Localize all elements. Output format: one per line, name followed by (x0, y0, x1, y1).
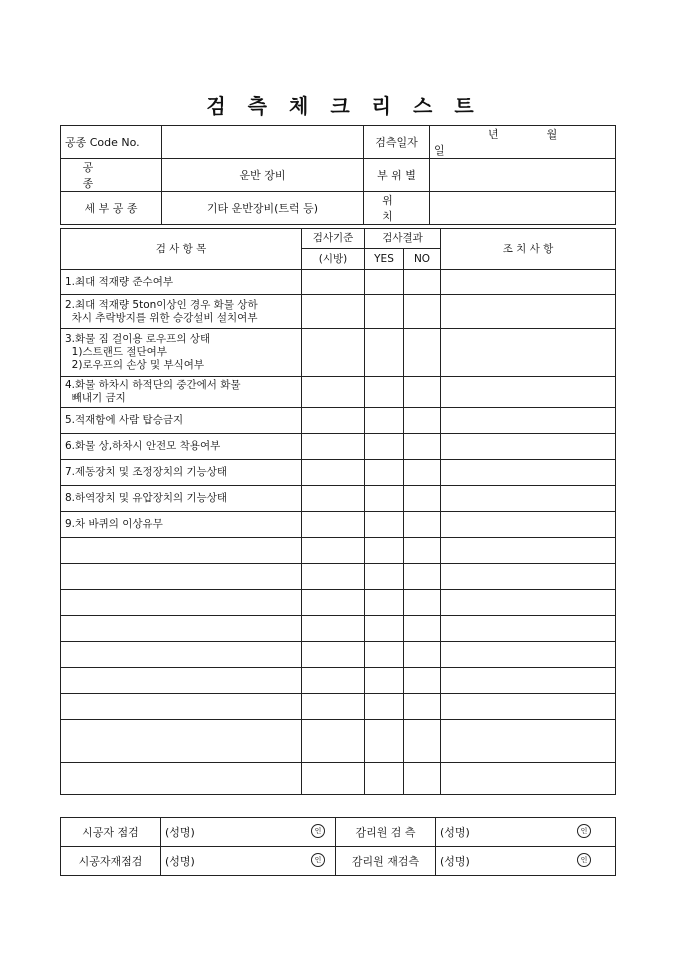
action-cell[interactable] (441, 434, 616, 460)
table-row (61, 408, 616, 434)
action-cell[interactable] (441, 460, 616, 486)
detail-label: 세 부 공 종 (61, 192, 162, 225)
standard-cell[interactable] (302, 486, 365, 512)
name-label: (성명) (440, 855, 470, 868)
table-row (61, 377, 616, 408)
inspection-item (61, 329, 302, 377)
name-label: (성명) (165, 826, 195, 839)
header-table (60, 125, 616, 225)
no-cell[interactable] (404, 694, 441, 720)
seal-icon: 인 (577, 853, 591, 867)
item-line: 8.하역장치 및 유압장치의 기능상태 (65, 492, 228, 504)
action-cell[interactable] (441, 720, 616, 763)
supervisor-inspect-label: 감리원 검 측 (336, 818, 436, 847)
action-cell[interactable] (441, 564, 616, 590)
yes-cell[interactable] (365, 377, 404, 408)
table-row (61, 460, 616, 486)
item-line: 차시 추락방지를 위한 승강설비 설치여부 (65, 311, 258, 324)
inspection-item (61, 460, 302, 486)
action-cell[interactable] (441, 616, 616, 642)
month-label: 월 (546, 128, 558, 141)
standard-cell[interactable] (302, 408, 365, 434)
inspection-item (61, 434, 302, 460)
no-cell[interactable] (404, 512, 441, 538)
action-cell[interactable] (441, 329, 616, 377)
title-char: 트 (454, 94, 474, 118)
no-cell[interactable] (404, 434, 441, 460)
inspection-item (61, 616, 302, 642)
yes-cell[interactable] (365, 720, 404, 763)
yes-cell[interactable] (365, 329, 404, 377)
table-row (61, 329, 616, 377)
standard-cell[interactable] (302, 512, 365, 538)
inspection-item (61, 720, 302, 763)
supervisor-reinspect-label: 감리원 재검측 (336, 847, 436, 876)
standard-cell[interactable] (302, 642, 365, 668)
item-line: 6.화물 상,하차시 안전모 착용여부 (65, 440, 221, 452)
standard-cell[interactable] (302, 295, 365, 329)
standard-cell[interactable] (302, 434, 365, 460)
inspection-item (61, 295, 302, 329)
col-no-header: NO (404, 249, 441, 270)
date-label: 검측일자 (364, 126, 430, 159)
yes-cell[interactable] (365, 295, 404, 329)
action-cell[interactable] (441, 408, 616, 434)
title-char: 스 (412, 94, 433, 118)
standard-cell[interactable] (302, 564, 365, 590)
yes-cell[interactable] (365, 616, 404, 642)
table-row (61, 538, 616, 564)
no-cell[interactable] (404, 270, 441, 295)
no-cell[interactable] (404, 486, 441, 512)
day-label: 일 (434, 144, 445, 157)
year-label: 년 (488, 128, 499, 141)
no-cell[interactable] (404, 642, 441, 668)
work-type-value[interactable]: 운반 장비 (162, 159, 364, 192)
item-line: 3.화물 짐 걸이용 로우프의 상태 (65, 333, 211, 345)
no-cell[interactable] (404, 460, 441, 486)
inspection-item (61, 642, 302, 668)
inspection-item (61, 590, 302, 616)
contractor-recheck-label: 시공자재점검 (61, 847, 161, 876)
table-row (61, 763, 616, 795)
no-cell[interactable] (404, 295, 441, 329)
yes-cell[interactable] (365, 434, 404, 460)
inspection-item (61, 538, 302, 564)
title-char: 체 (289, 94, 309, 118)
inspection-table (60, 228, 616, 795)
yes-cell[interactable] (365, 590, 404, 616)
yes-cell[interactable] (365, 512, 404, 538)
action-cell[interactable] (441, 538, 616, 564)
table-row (61, 590, 616, 616)
table-row (61, 564, 616, 590)
table-row (61, 270, 616, 295)
col-item-header: 검 사 항 목 (61, 229, 302, 270)
action-cell[interactable] (441, 512, 616, 538)
no-cell[interactable] (404, 377, 441, 408)
name-label: (성명) (165, 855, 195, 868)
inspection-item (61, 377, 302, 408)
yes-cell[interactable] (365, 408, 404, 434)
page-title (0, 90, 680, 119)
date-field[interactable] (430, 126, 616, 159)
signature-table (60, 817, 616, 876)
standard-cell[interactable] (302, 616, 365, 642)
title-char: 측 (247, 94, 267, 118)
standard-cell[interactable] (302, 763, 365, 795)
table-row (61, 720, 616, 763)
item-line: 5.적재함에 사람 탑승금지 (65, 414, 184, 426)
no-cell[interactable] (404, 564, 441, 590)
location-label: 위 치 (364, 192, 430, 225)
standard-cell[interactable] (302, 720, 365, 763)
seal-icon: 인 (311, 824, 325, 838)
inspection-item (61, 408, 302, 434)
detail-value[interactable]: 기타 운반장비(트럭 등) (162, 192, 364, 225)
contractor-check-label: 시공자 점검 (61, 818, 161, 847)
standard-cell[interactable] (302, 329, 365, 377)
work-type-label: 공 종 (61, 159, 162, 192)
title-char: 리 (371, 94, 391, 118)
action-cell[interactable] (441, 377, 616, 408)
standard-cell[interactable] (302, 538, 365, 564)
item-line: 4.화물 하차시 하적단의 중간에서 화물 (65, 379, 241, 391)
table-row (61, 434, 616, 460)
action-cell[interactable] (441, 668, 616, 694)
supervisor-inspect-signature[interactable] (436, 818, 616, 847)
action-cell[interactable] (441, 694, 616, 720)
table-row (61, 486, 616, 512)
seal-icon: 인 (577, 824, 591, 838)
yes-cell[interactable] (365, 763, 404, 795)
action-cell[interactable] (441, 763, 616, 795)
yes-cell[interactable] (365, 694, 404, 720)
no-cell[interactable] (404, 538, 441, 564)
part-field[interactable] (430, 159, 616, 192)
inspection-item (61, 486, 302, 512)
inspection-item (61, 564, 302, 590)
no-cell[interactable] (404, 616, 441, 642)
yes-cell[interactable] (365, 564, 404, 590)
no-cell[interactable] (404, 408, 441, 434)
yes-cell[interactable] (365, 642, 404, 668)
table-row (61, 295, 616, 329)
inspection-item (61, 668, 302, 694)
action-cell[interactable] (441, 642, 616, 668)
yes-cell[interactable] (365, 668, 404, 694)
name-label: (성명) (440, 826, 470, 839)
action-cell[interactable] (441, 295, 616, 329)
inspection-item (61, 763, 302, 795)
item-line: 빼내기 금지 (65, 392, 126, 404)
yes-cell[interactable] (365, 270, 404, 295)
action-cell[interactable] (441, 270, 616, 295)
table-row (61, 694, 616, 720)
standard-cell[interactable] (302, 377, 365, 408)
item-line: 7.제동장치 및 조정장치의 기능상태 (65, 466, 228, 478)
contractor-recheck-signature[interactable] (161, 847, 336, 876)
table-row (61, 616, 616, 642)
standard-cell[interactable] (302, 460, 365, 486)
part-label: 부 위 별 (364, 159, 430, 192)
contractor-check-signature[interactable] (161, 818, 336, 847)
yes-cell[interactable] (365, 538, 404, 564)
action-cell[interactable] (441, 486, 616, 512)
no-cell[interactable] (404, 668, 441, 694)
col-standard-header: 검사기준 (302, 229, 365, 249)
no-cell[interactable] (404, 763, 441, 795)
supervisor-reinspect-signature[interactable] (436, 847, 616, 876)
table-row (61, 668, 616, 694)
title-char: 크 (330, 94, 350, 118)
table-row (61, 512, 616, 538)
item-line: 1.최대 적재량 준수여부 (65, 275, 173, 288)
code-label: 공종 Code No. (61, 126, 162, 159)
col-result-header: 검사결과 (365, 229, 441, 249)
col-yes-header: YES (365, 249, 404, 270)
table-row (61, 642, 616, 668)
title-char: 검 (206, 94, 226, 118)
standard-cell[interactable] (302, 590, 365, 616)
location-field[interactable] (430, 192, 616, 225)
no-cell[interactable] (404, 590, 441, 616)
inspection-item (61, 694, 302, 720)
action-cell[interactable] (441, 590, 616, 616)
standard-cell[interactable] (302, 694, 365, 720)
no-cell[interactable] (404, 720, 441, 763)
item-line: 9.차 바퀴의 이상유무 (65, 518, 163, 530)
standard-cell[interactable] (302, 270, 365, 295)
no-cell[interactable] (404, 329, 441, 377)
col-action-header: 조 치 사 항 (441, 229, 616, 270)
item-line: 1)스트랜드 절단여부 (65, 346, 167, 358)
inspection-item (61, 270, 302, 295)
col-standard-sub: (시방) (302, 249, 365, 270)
standard-cell[interactable] (302, 668, 365, 694)
inspection-item (61, 512, 302, 538)
item-line: 2)로우프의 손상 및 부식여부 (65, 359, 205, 371)
yes-cell[interactable] (365, 486, 404, 512)
yes-cell[interactable] (365, 460, 404, 486)
code-field[interactable] (162, 126, 364, 159)
item-line: 2.최대 적재량 5ton이상인 경우 화물 상하 (65, 298, 258, 311)
seal-icon: 인 (311, 853, 325, 867)
